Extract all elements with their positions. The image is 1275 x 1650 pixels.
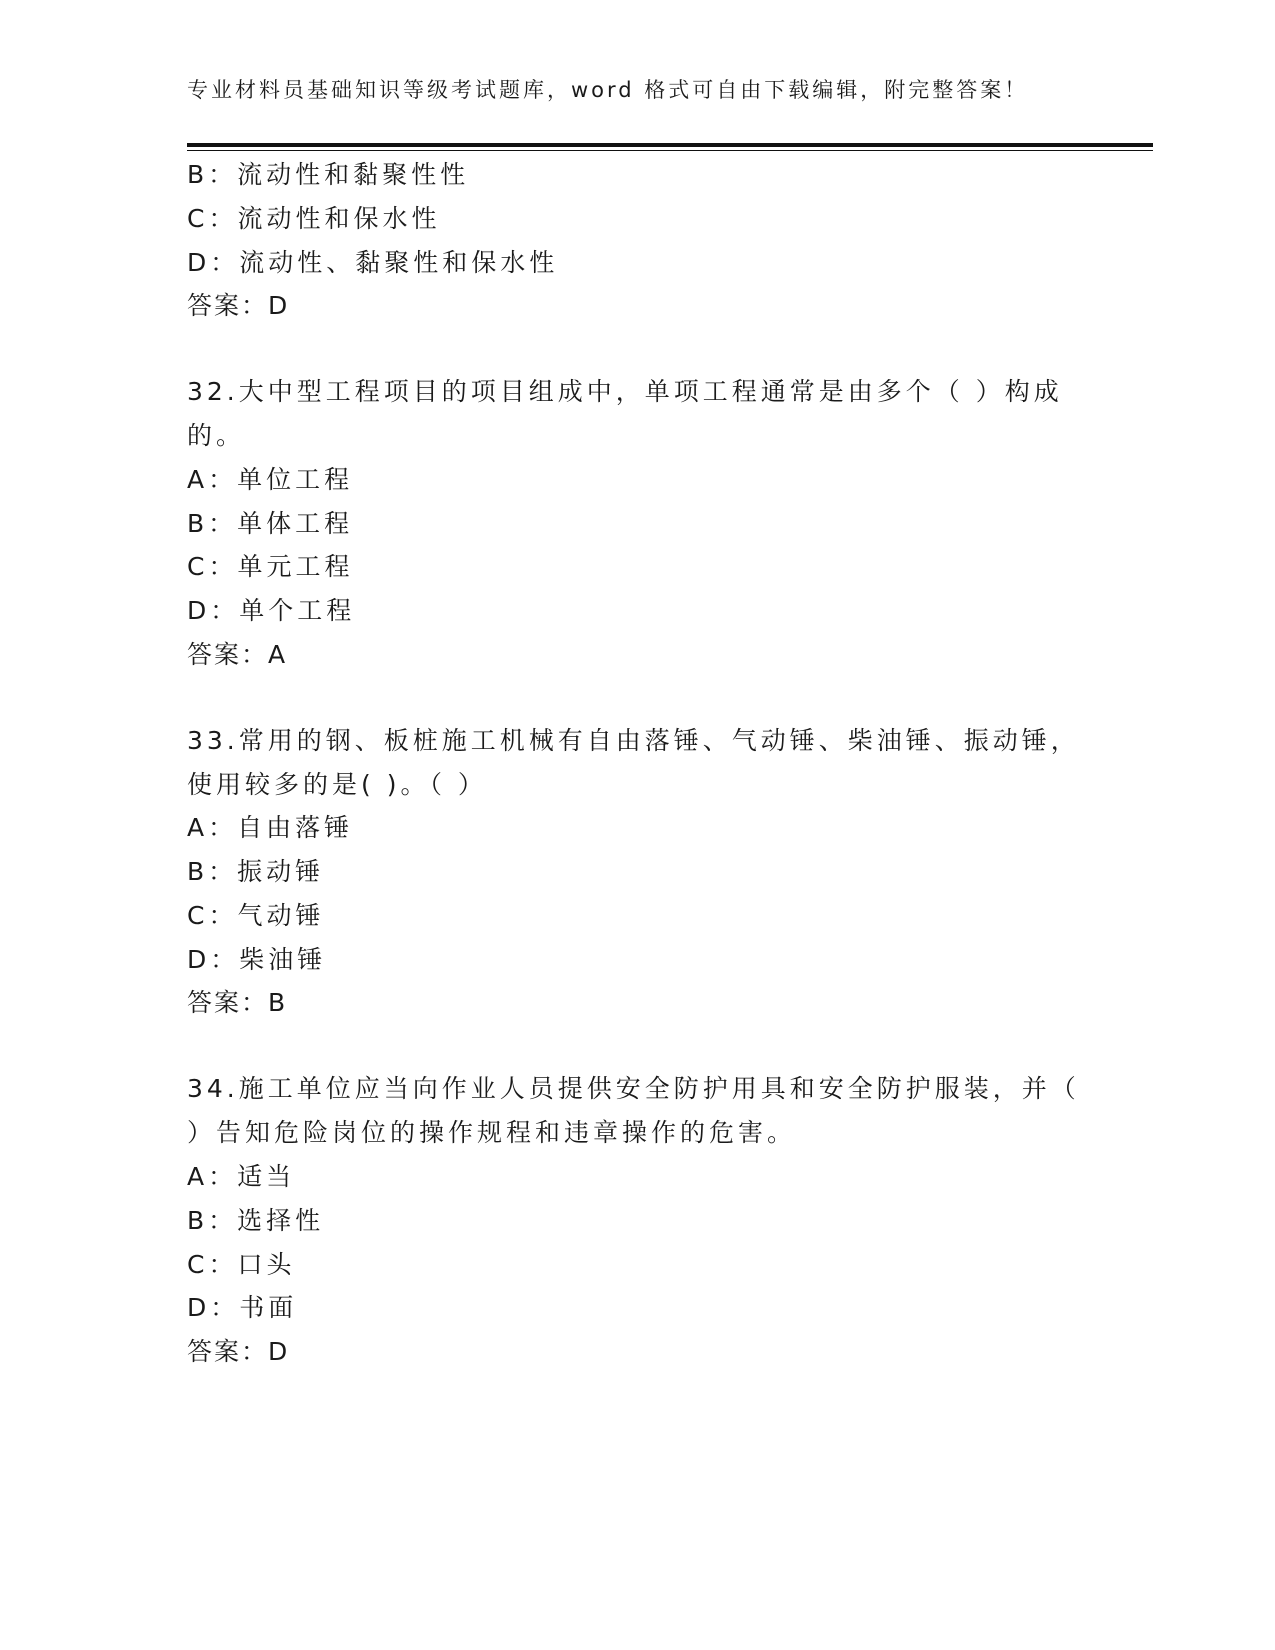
option-d: D：书面 xyxy=(187,1293,298,1322)
option-d: D：柴油锤 xyxy=(187,945,327,974)
question-stem: ）告知危险岗位的操作规程和违章操作的危害。 xyxy=(187,1118,797,1147)
answer-line: 答案：D xyxy=(187,1337,290,1366)
answer-line: 答案：B xyxy=(187,988,288,1017)
option-b: B：流动性和黏聚性性 xyxy=(187,160,470,189)
answer-line: 答案：D xyxy=(187,291,290,320)
question-stem: 33.常用的钢、板桩施工机械有自由落锤、气动锤、柴油锤、振动锤， xyxy=(187,726,1080,755)
option-a: A：适当 xyxy=(187,1162,296,1191)
header-rule-thin xyxy=(187,150,1153,151)
option-a: A：单位工程 xyxy=(187,465,354,494)
option-c: C：单元工程 xyxy=(187,552,354,581)
option-b: B：选择性 xyxy=(187,1206,325,1235)
header-rule-thick xyxy=(187,143,1153,147)
question-stem: 使用较多的是( )。（ ） xyxy=(187,770,487,799)
option-b: B：振动锤 xyxy=(187,857,325,886)
option-d: D：流动性、黏聚性和保水性 xyxy=(187,248,559,277)
answer-line: 答案：A xyxy=(187,640,288,669)
question-stem: 34.施工单位应当向作业人员提供安全防护用具和安全防护服装，并（ xyxy=(187,1074,1080,1103)
question-stem: 32.大中型工程项目的项目组成中，单项工程通常是由多个（ ）构成 xyxy=(187,377,1063,406)
option-d: D：单个工程 xyxy=(187,596,356,625)
option-c: C：口头 xyxy=(187,1250,296,1279)
option-c: C：流动性和保水性 xyxy=(187,204,441,233)
page-header: 专业材料员基础知识等级考试题库，word 格式可自由下载编辑，附完整答案！ xyxy=(187,78,1029,102)
option-b: B：单体工程 xyxy=(187,509,354,538)
question-stem: 的。 xyxy=(187,421,246,450)
option-c: C：气动锤 xyxy=(187,901,325,930)
option-a: A：自由落锤 xyxy=(187,813,354,842)
